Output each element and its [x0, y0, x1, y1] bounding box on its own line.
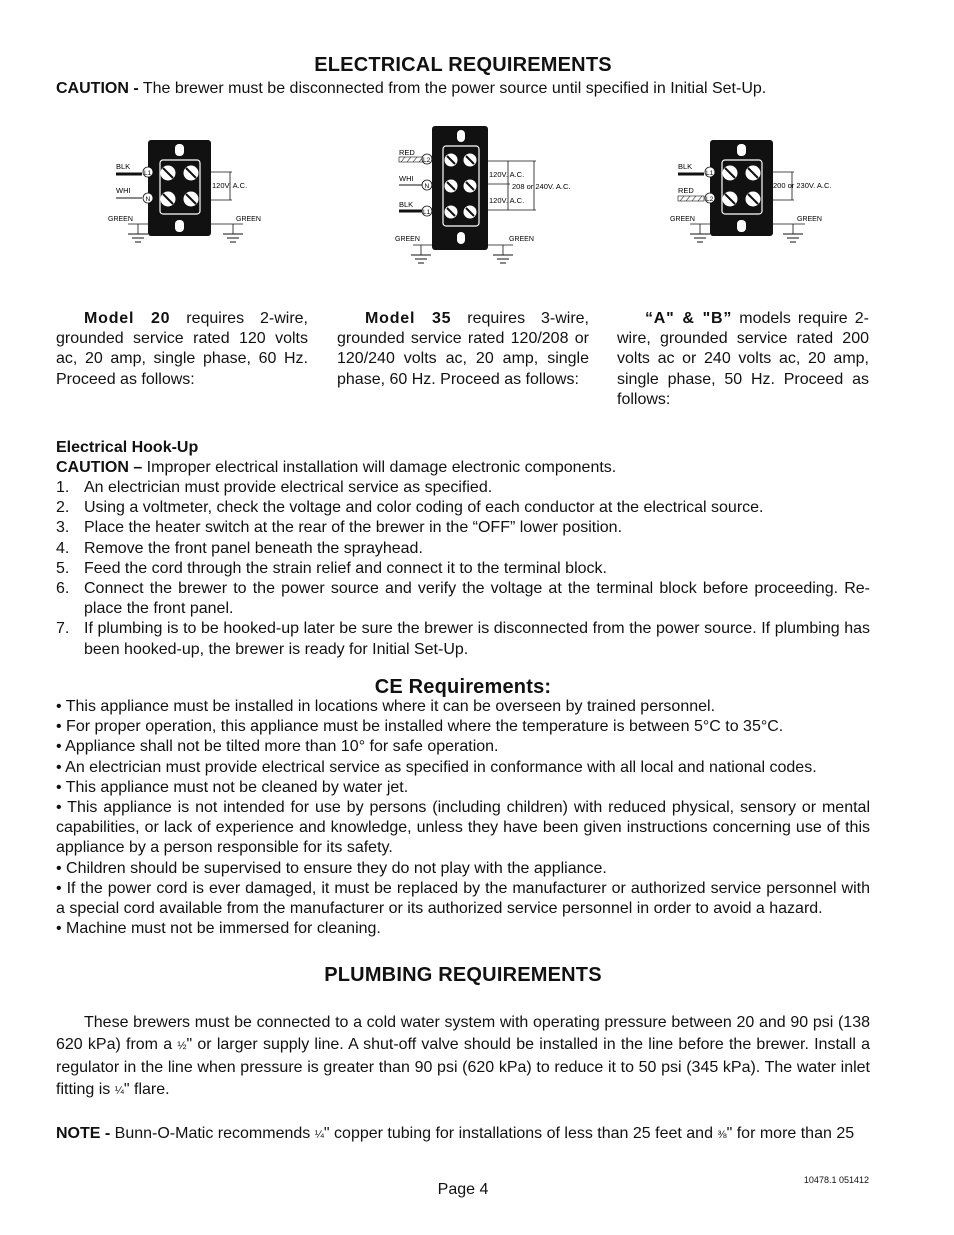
list-item: • An electrician must provide electrical service as specified in conformance with all local and national codes.: [56, 758, 817, 776]
page-number: Page 4: [437, 1181, 489, 1198]
label-voltage-mid: 208 or 240V. A.C.: [512, 182, 571, 191]
label-l1: L1: [706, 170, 714, 177]
wiring-diagram-model-35: [393, 124, 593, 279]
list-item: • Machine must not be immersed for cleaning.: [56, 920, 381, 938]
plumbing-title: PLUMBING REQUIREMENTS: [324, 964, 602, 986]
step-text: If plumbing is to be hooked-up later be sure the brewer is disconnected from the power source. If plumbing has been hooked-up, the brewer is ready for Initial Set-Up.: [84, 620, 870, 658]
fraction-three-eighths: ⅜: [717, 1129, 727, 1141]
list-item: [56, 579, 870, 619]
label-blk: BLK: [116, 162, 131, 171]
label-voltage-top: 120V. A.C.: [489, 170, 525, 179]
label-green-right: GREEN: [509, 236, 534, 243]
model-20-name: Model 20: [84, 310, 171, 327]
label-whi: WHI: [399, 174, 414, 183]
label-blk: BLK: [678, 162, 693, 171]
wiring-diagram-model-a-b: [670, 138, 850, 253]
electrical-title: ELECTRICAL REQUIREMENTS: [314, 54, 612, 76]
model-ab-description: [617, 309, 869, 410]
step-number: 7.: [56, 620, 70, 638]
step-text: Remove the front panel beneath the sprayhead.: [84, 539, 423, 557]
note-text-b: " copper tubing for installations of less than 25 feet and: [323, 1125, 718, 1142]
document-code: 10478.1 051412: [803, 1175, 869, 1185]
note-label: NOTE -: [56, 1125, 111, 1142]
label-l1: L1: [144, 170, 152, 177]
step-number: 5.: [56, 559, 70, 577]
hookup-caution: [56, 458, 876, 478]
plumbing-note: [56, 1124, 876, 1145]
label-l2: L2: [423, 157, 431, 164]
label-l1: L1: [423, 209, 431, 216]
fraction-half: ½: [177, 1040, 187, 1052]
list-item: [56, 478, 870, 498]
model-35-name: Model 35: [365, 310, 452, 327]
list-item: • This appliance must be installed in locations where it can be overseen by trained personnel.: [56, 698, 716, 715]
list-item: [56, 619, 870, 659]
plumbing-text-c: " flare.: [123, 1081, 170, 1098]
label-red: RED: [678, 186, 694, 195]
ce-bullets: [56, 697, 870, 939]
step-text: Connect the brewer to the power source and verify the voltage at the terminal block before proceeding. Re-place the front panel.: [84, 580, 870, 618]
list-item: • This appliance is not intended for use by persons (including children) with reduced physical, sensory or mental capabilities, or lack of experience and knowledge, unless they have been given instructions concerning use of this appliance by a person responsible for its safety.: [56, 799, 870, 857]
step-text: Using a voltmeter, check the voltage and color coding of each conductor at the electrical source.: [84, 499, 764, 517]
step-text: Feed the cord through the strain relief and connect it to the terminal block.: [84, 559, 607, 577]
step-text: An electrician must provide electrical service as specified.: [84, 479, 493, 496]
model-ab-text: models require 2-wire, grounded service rated 200 volts ac or 240 volts ac, 20 amp, single phase, 50 Hz. Proceed as follows:: [617, 310, 869, 408]
plumbing-paragraph: [56, 1012, 870, 1102]
list-item: [56, 539, 870, 559]
hookup-heading: Electrical Hook-Up: [56, 439, 199, 456]
step-number: 1.: [56, 479, 70, 496]
label-voltage: 200 or 230V. A.C.: [773, 181, 832, 190]
hookup-caution-text: Improper electrical installation will damage electronic components.: [142, 459, 617, 476]
step-number: 6.: [56, 580, 70, 598]
hookup-caution-label: CAUTION –: [56, 459, 143, 476]
model-20-description: [56, 309, 308, 390]
label-n: N: [424, 183, 430, 190]
label-green-left: GREEN: [108, 216, 133, 223]
note-text-c: " for more than 25: [726, 1125, 855, 1142]
label-l2: L2: [706, 196, 714, 203]
plumbing-text-a: These brewers must be connected to a cold water system with operating pressure between 20 and 90 psi (138 620 kPa) from a: [56, 1014, 870, 1053]
step-text: Place the heater switch at the rear of the brewer in the “OFF” lower position.: [84, 519, 623, 537]
fraction-quarter: ¼: [114, 1085, 124, 1097]
caution-text: The brewer must be disconnected from the power source until specified in Initial Set-Up.: [138, 80, 767, 97]
label-green-right: GREEN: [797, 216, 822, 223]
label-green-left: GREEN: [670, 216, 695, 223]
label-whi: WHI: [116, 186, 131, 195]
label-green-left: GREEN: [395, 236, 420, 243]
plumbing-text-b: " or larger supply line. A shut-off valve should be installed in the line before the brewer. Install a regulator in the line when pressure is greater than 90 psi (620 kPa) to reduce it to 50 psi (345 kPa). The water inlet fitting is: [56, 1036, 871, 1098]
list-item: [56, 498, 870, 518]
list-item: [56, 559, 870, 579]
model-35-description: [337, 309, 589, 390]
label-blk: BLK: [399, 200, 414, 209]
label-n: N: [145, 196, 151, 203]
note-text-a: Bunn-O-Matic recommends: [110, 1125, 315, 1142]
list-item: [56, 518, 870, 538]
label-voltage-bot: 120V. A.C.: [489, 196, 525, 205]
list-item: • If the power cord is ever damaged, it must be replaced by the manufacturer or authorized service personnel with a special cord available from the manufacturer or its authorized service personnel in order to avoid a hazard.: [56, 879, 870, 918]
list-item: • This appliance must not be cleaned by water jet.: [56, 778, 409, 796]
list-item: • Appliance shall not be tilted more than 10° for safe operation.: [56, 738, 499, 756]
caution-label: CAUTION -: [56, 80, 139, 97]
ce-title: CE Requirements:: [374, 676, 552, 698]
step-number: 3.: [56, 519, 70, 537]
wiring-diagram-model-20: [108, 138, 278, 253]
list-item: • Children should be supervised to ensure they do not play with the appliance.: [56, 859, 607, 877]
label-red: RED: [399, 148, 415, 157]
hookup-steps: [56, 478, 870, 660]
fraction-quarter: ¼: [314, 1129, 324, 1141]
list-item: • For proper operation, this appliance must be installed where the temperature is between 5°C to 35°C.: [56, 718, 784, 736]
model-20-text: requires 2-wire, grounded service rated 120 volts ac, 20 amp, single phase, 60 Hz. Proceed as follows:: [56, 310, 308, 388]
model-ab-name: “A" & "B”: [645, 310, 733, 327]
step-number: 2.: [56, 499, 70, 517]
step-number: 4.: [56, 539, 70, 557]
electrical-caution: [56, 79, 876, 99]
model-35-text: requires 3-wire, grounded service rated 120/208 or 120/240 volts ac, 20 amp, single phase, 60 Hz. Proceed as follows:: [337, 310, 589, 388]
label-green-right: GREEN: [236, 216, 261, 223]
label-voltage: 120V. A.C.: [212, 181, 248, 190]
